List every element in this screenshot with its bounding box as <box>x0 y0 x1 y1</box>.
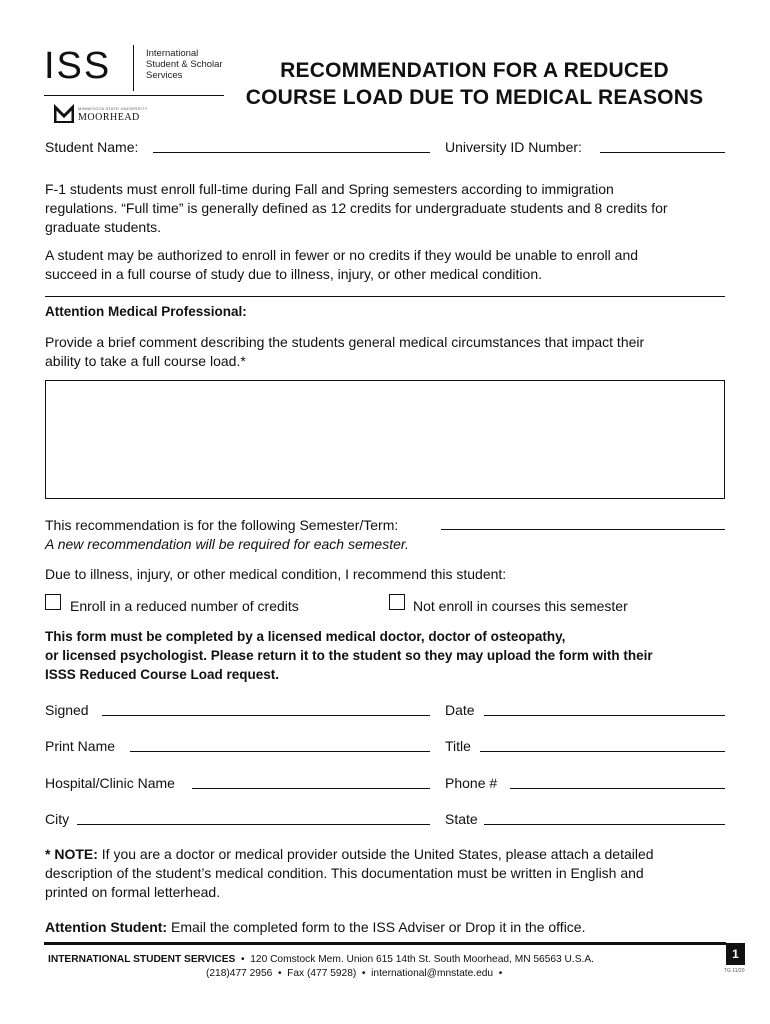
title-field[interactable] <box>480 751 725 752</box>
title-line: COURSE LOAD DUE TO MEDICAL REASONS <box>245 86 704 109</box>
section-divider <box>45 296 725 297</box>
city-field[interactable] <box>77 824 430 825</box>
medical-instructions <box>45 333 735 371</box>
university-small-label: MINNESOTA STATE UNIVERSITY <box>78 106 148 111</box>
phone-field[interactable] <box>510 788 725 789</box>
text-line: This form must be completed by a licensed medical doctor, doctor of osteopathy, <box>45 629 566 644</box>
form-code: TG 11/20 <box>724 968 745 974</box>
signed-label: Signed <box>45 702 89 718</box>
student-text: Email the completed form to the ISS Adviser or Drop it in the office. <box>167 919 586 935</box>
student-instruction <box>45 918 735 937</box>
text-line: F-1 students must enroll full-time during Fall and Spring semesters according to immigration <box>45 181 614 197</box>
medical-heading: Attention Medical Professional: <box>45 304 247 319</box>
text-line: description of the student’s medical condition. This documentation must be written in English and <box>45 865 644 881</box>
text-line: ISSS Reduced Course Load request. <box>45 667 280 682</box>
recommend-label: Due to illness, injury, or other medical condition, I recommend this student: <box>45 566 507 582</box>
print-name-label: Print Name <box>45 738 116 754</box>
footer-org: INTERNATIONAL STUDENT SERVICES <box>48 954 236 965</box>
university-id-field[interactable] <box>600 152 725 153</box>
print-name-field[interactable] <box>130 751 430 752</box>
university-name: MOORHEAD <box>78 112 140 123</box>
footer-rule <box>44 942 726 945</box>
text-line: or licensed psychologist. Please return it to the student so they may upload the form with their <box>45 648 653 663</box>
intro-paragraph-1 <box>45 180 735 237</box>
footer-email[interactable]: international@mnstate.edu <box>371 968 494 979</box>
semester-note: A new recommendation will be required for each semester. <box>45 536 409 552</box>
title-line: RECOMMENDATION FOR A REDUCED <box>280 59 669 82</box>
signed-field[interactable] <box>102 715 430 716</box>
logo-sub-line: Services <box>146 70 183 81</box>
reduced-credits-checkbox[interactable] <box>45 594 61 610</box>
text-line: A student may be authorized to enroll in fewer or no credits if they would be unable to enroll and <box>45 247 639 263</box>
not-enroll-checkbox[interactable] <box>389 594 405 610</box>
phone-label: Phone # <box>445 775 498 791</box>
footer-phone: (218)477 2956 <box>206 968 273 979</box>
intro-paragraph-2 <box>45 246 735 284</box>
logo-sub-line: Student & Scholar <box>146 59 223 70</box>
student-heading: Attention Student: <box>45 919 168 935</box>
text-line: Provide a brief comment describing the students general medical circumstances that impact their <box>45 334 645 350</box>
state-field[interactable] <box>484 824 725 825</box>
semester-field[interactable] <box>441 529 725 530</box>
text-line: ability to take a full course load.* <box>45 353 246 369</box>
msum-m-icon <box>54 104 74 124</box>
footer-fax: Fax (477 5928) <box>287 968 357 979</box>
hospital-field[interactable] <box>192 788 430 789</box>
text-line: succeed in a full course of study due to illness, injury, or other medical condition. <box>45 266 542 282</box>
iss-logo-text: ISS <box>44 45 112 87</box>
medical-comment-box[interactable] <box>45 380 725 499</box>
semester-label: This recommendation is for the following Semester/Term: <box>45 517 399 533</box>
title-label: Title <box>445 738 471 754</box>
logo-sub-line: International <box>146 48 199 59</box>
page-title <box>222 57 727 111</box>
hospital-label: Hospital/Clinic Name <box>45 775 175 791</box>
student-name-label: Student Name: <box>45 139 139 155</box>
date-label: Date <box>445 702 475 718</box>
page-number-badge: 1 <box>726 943 745 965</box>
student-name-field[interactable] <box>153 152 430 153</box>
logo-subtitle <box>146 48 223 81</box>
state-label: State <box>445 811 478 827</box>
logo-divider <box>133 45 134 91</box>
text-line: printed on formal letterhead. <box>45 884 221 900</box>
note-prefix: * NOTE: <box>45 846 98 862</box>
text-line: regulations. “Full time” is generally defined as 12 credits for undergraduate students and 8 credits for <box>45 200 668 216</box>
date-field[interactable] <box>484 715 725 716</box>
reduced-credits-label: Enroll in a reduced number of credits <box>70 598 299 614</box>
note-paragraph <box>45 845 735 902</box>
text-line: graduate students. <box>45 219 161 235</box>
logo-underline <box>44 95 224 96</box>
university-id-label: University ID Number: <box>445 139 582 155</box>
completion-notice <box>45 627 735 684</box>
footer-street: 120 Comstock Mem. Union 615 14th St. South Moorhead, MN 56563 U.S.A. <box>250 954 594 965</box>
text-line: If you are a doctor or medical provider outside the United States, please attach a detailed <box>97 846 654 862</box>
footer-address: INTERNATIONAL STUDENT SERVICES • 120 Comstock Mem. Union 615 14th St. South Moorhead, MN 56563 U.S.A. (218)477 2956 • Fax (477 5928) • international@mnstate.edu • <box>48 954 594 979</box>
not-enroll-label: Not enroll in courses this semester <box>413 598 628 614</box>
city-label: City <box>45 811 70 827</box>
